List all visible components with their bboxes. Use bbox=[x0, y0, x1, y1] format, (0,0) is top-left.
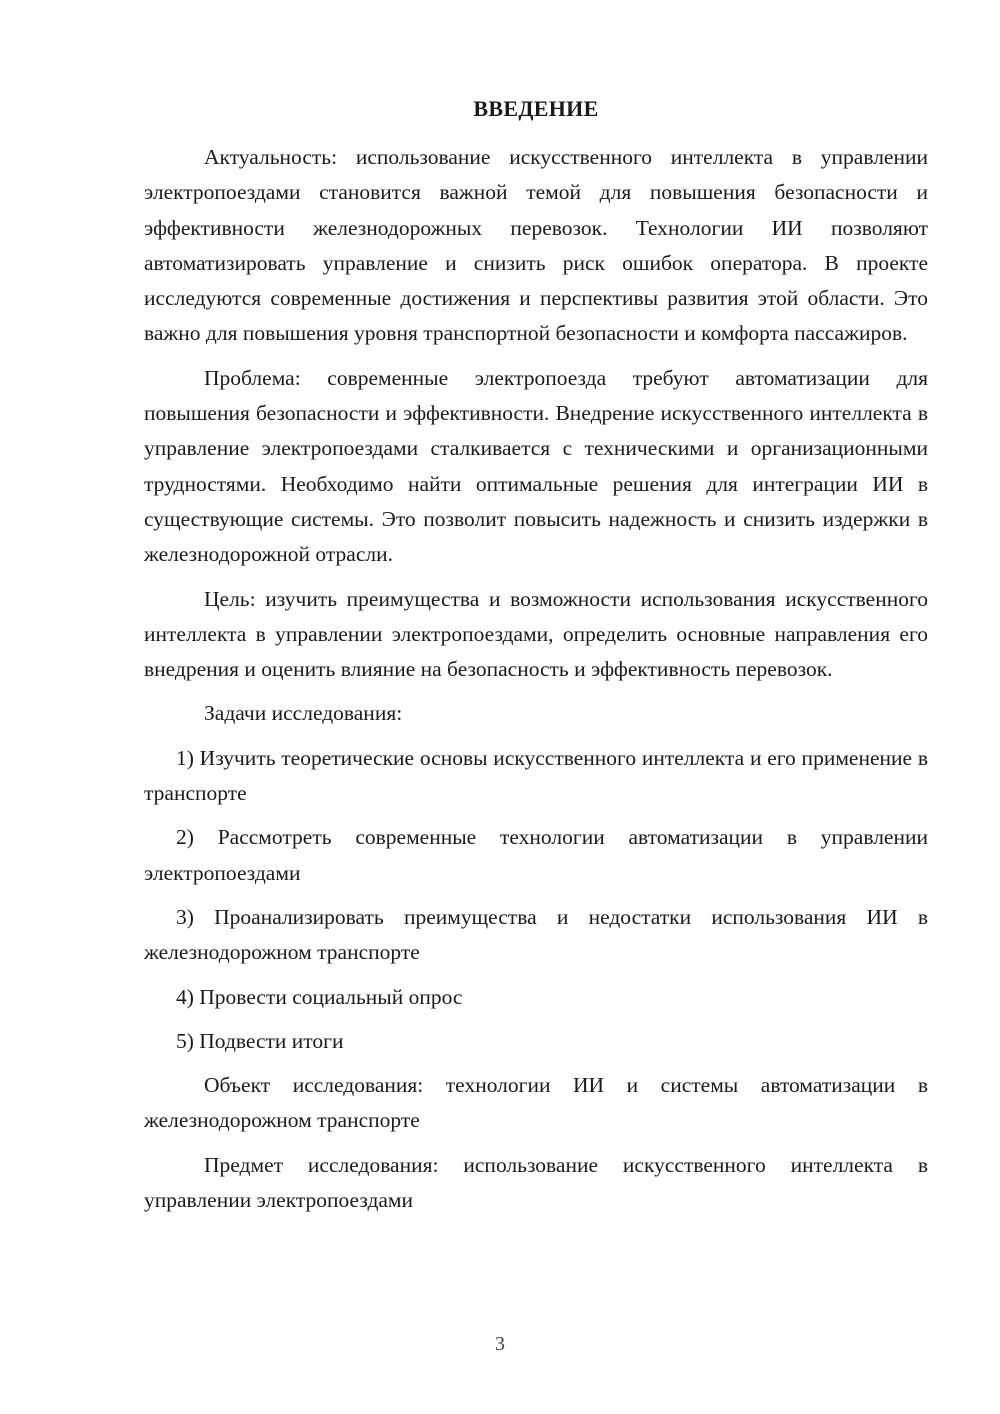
tasks-heading: Задачи исследования: bbox=[204, 701, 403, 726]
subject-paragraph: Предмет исследования: использование искусственного интеллекта в управлении электропоездами bbox=[144, 1152, 928, 1213]
task-item: 1) Изучить теоретические основы искусственного интеллекта и его применение в транспорте bbox=[144, 745, 928, 806]
task-item: 5) Подвести итоги bbox=[176, 1028, 344, 1053]
relevance-paragraph: Актуальность: использование искусственного интеллекта в управлении электропоездами становится важной темой для повышения безопасности и эффективности железнодорожных перевозок. Технологии ИИ позволяют автоматизировать управление и снизить риск ошибок оператора. В проекте исследуются современные достижения и перспективы развития этой области. Это важно для повышения уровня транспортной безопасности и комфорта пассажиров. bbox=[144, 145, 928, 346]
object-paragraph: Объект исследования: технологии ИИ и системы автоматизации в железнодорожном транспорте bbox=[144, 1073, 928, 1133]
task-item: 2) Рассмотреть современные технологии автоматизации в управлении электропоездами bbox=[144, 825, 928, 885]
page-number: 3 bbox=[495, 1333, 505, 1355]
document-page bbox=[144, 92, 928, 1227]
goal-paragraph: Цель: изучить преимущества и возможности использования искусственного интеллекта в управлении электропоездами, определить основные направления его внедрения и оценить влияние на безопасность и эффективность перевозок. bbox=[144, 586, 928, 682]
page-title: ВВЕДЕНИЕ bbox=[473, 96, 599, 121]
task-item: 4) Провести социальный опрос bbox=[176, 984, 463, 1009]
task-item: 3) Проанализировать преимущества и недостатки использования ИИ в железнодорожном транспорте bbox=[144, 904, 928, 965]
problem-paragraph: Проблема: современные электропоезда требуют автоматизации для повышения безопасности и эффективности. Внедрение искусственного интеллекта в управление электропоездами сталкивается с техническими и организационными трудностями. Необходимо найти оптимальные решения для интеграции ИИ в существующие системы. Это позволит повысить надежность и снизить издержки в железнодорожной отрасли. bbox=[144, 365, 928, 567]
